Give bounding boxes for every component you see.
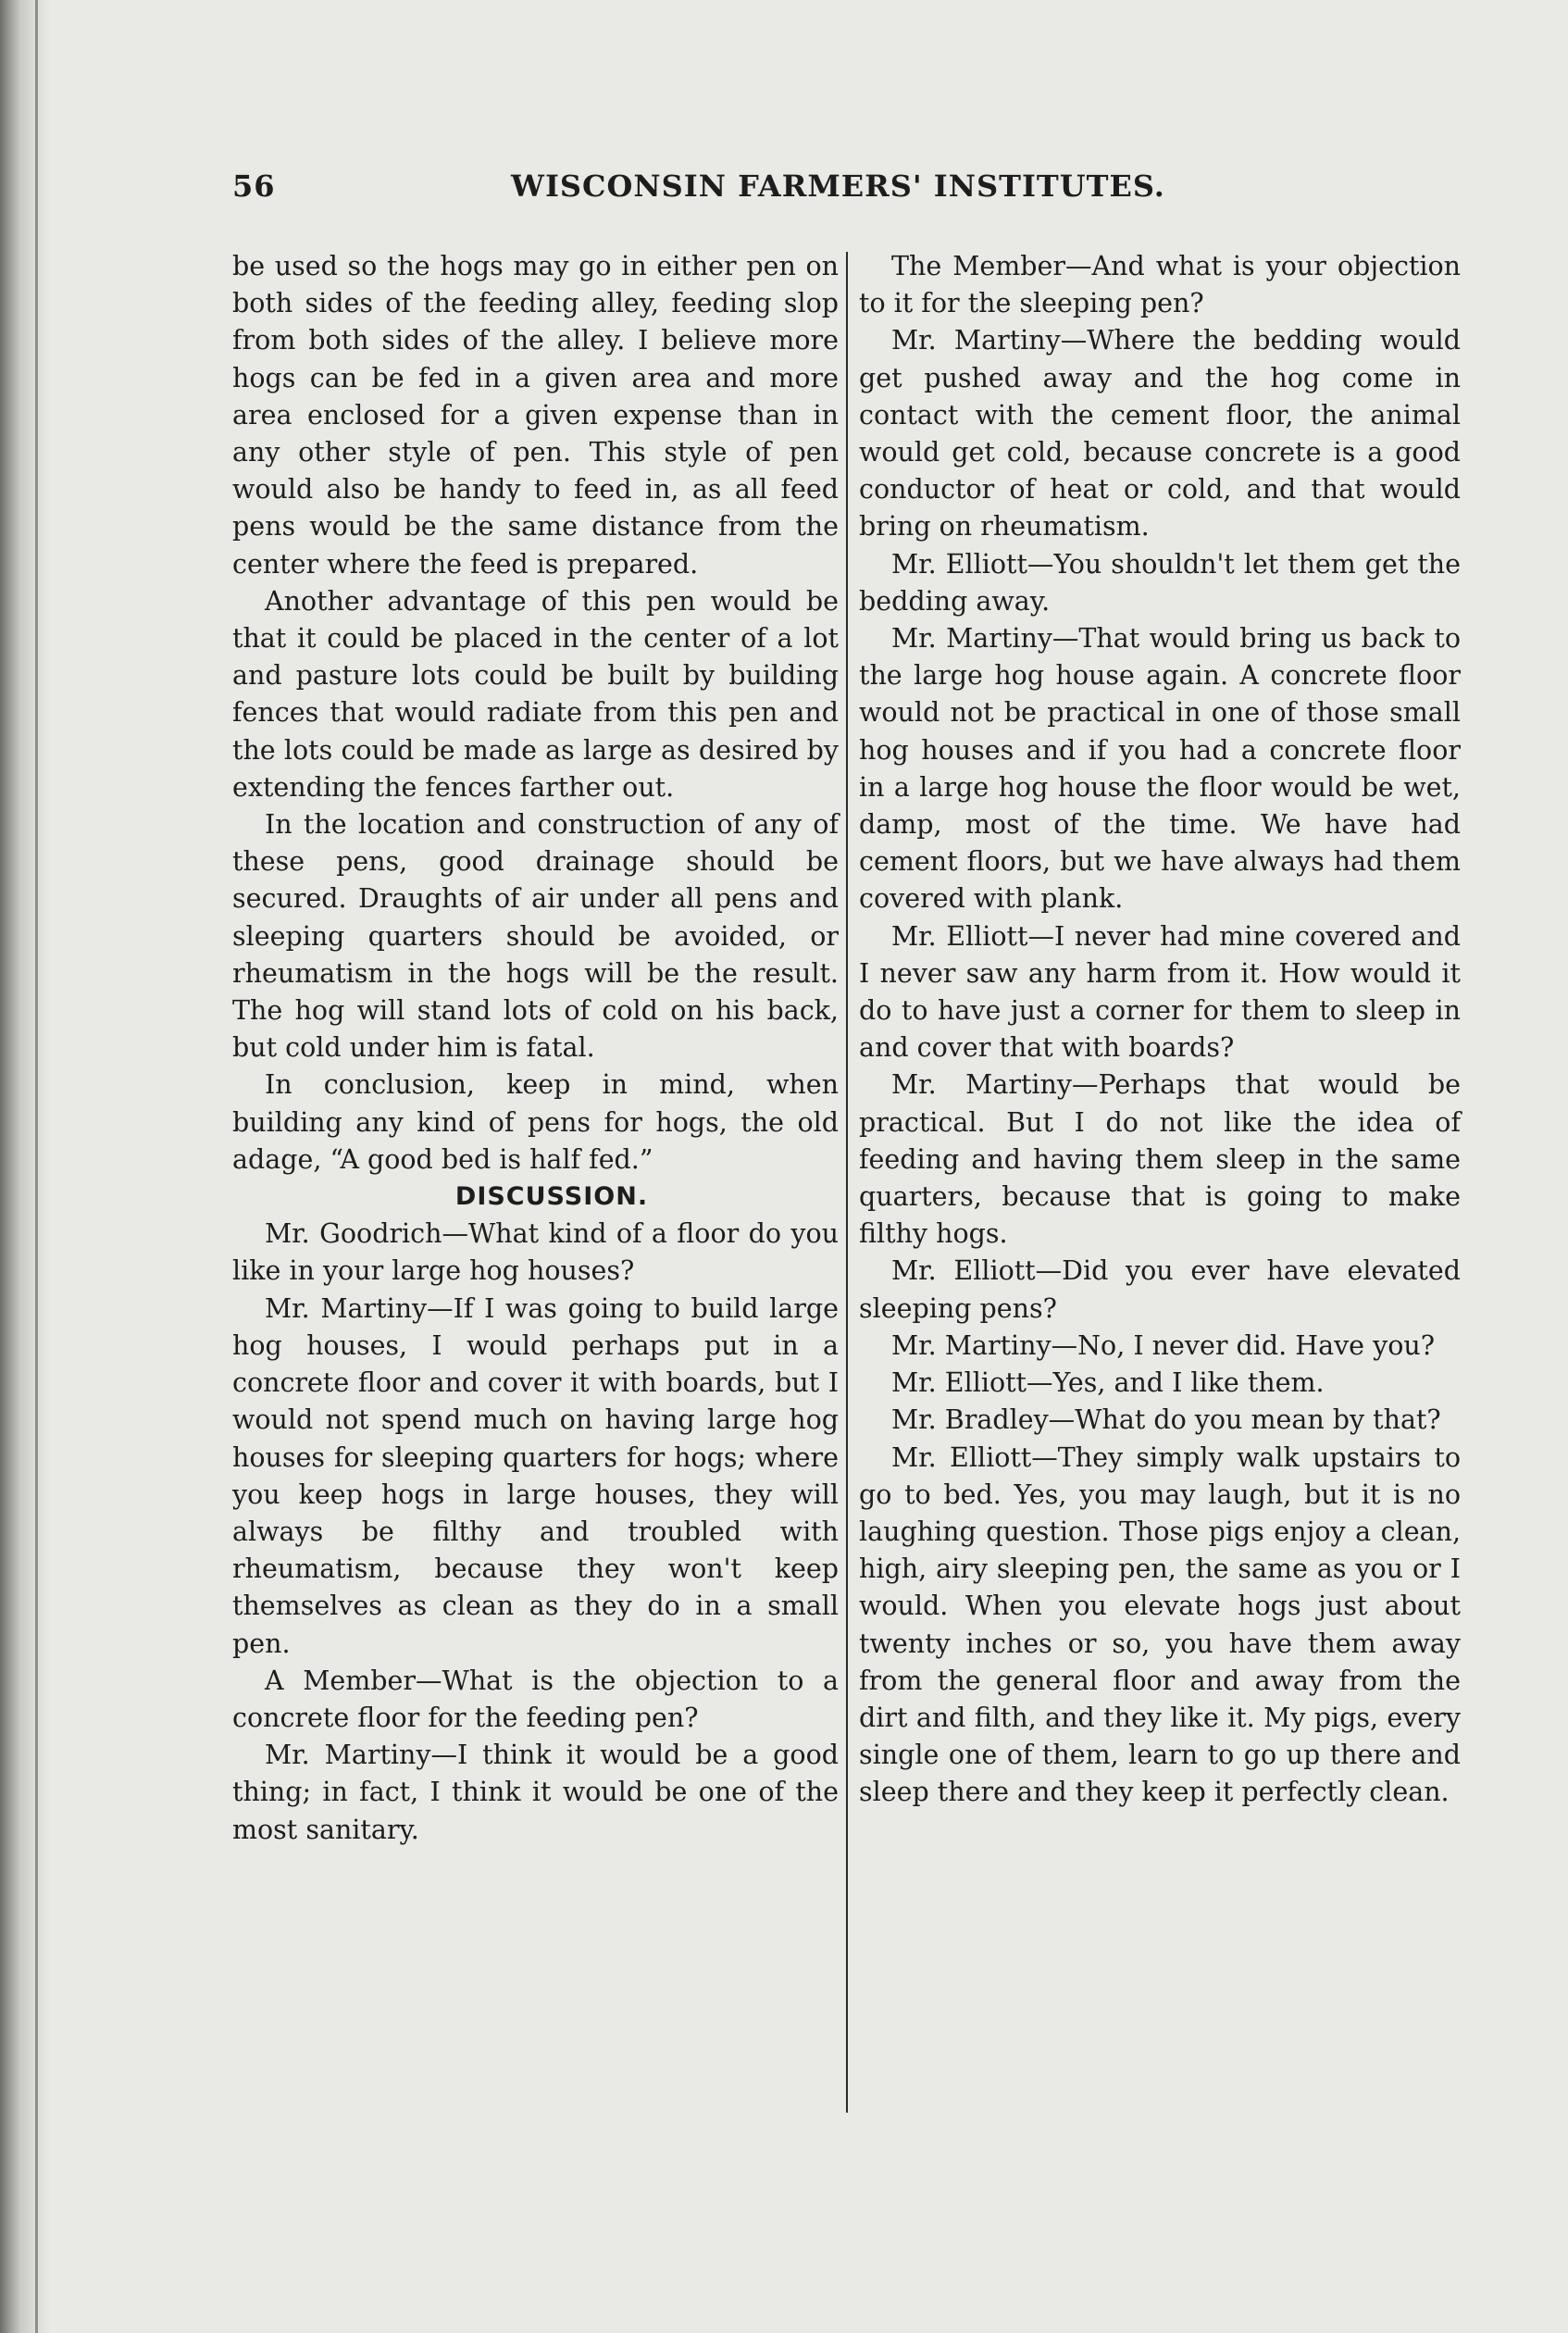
running-title: WISCONSIN FARMERS' INSTITUTES.	[511, 168, 1165, 204]
paragraph: be used so the hogs may go in either pen on both sides of the feeding alley, feeding slop from both sides of the alley. I believe more hogs can be fed in a given area and more area enclosed for a given expense than in any other style of pen. This style of pen would also be handy to feed in, as all feed pens would be the same distance from the center where the feed is prepared.	[232, 251, 839, 580]
paragraph: Mr. Elliott—Yes, and I like them.	[891, 1367, 1325, 1399]
paragraph: Mr. Goodrich—What kind of a floor do you like in your large hog houses?	[232, 1218, 839, 1287]
left-column	[232, 248, 839, 1849]
paragraph: In conclusion, keep in mind, when building any kind of pens for hogs, the old adage, “A good bed is half fed.”	[232, 1069, 839, 1175]
paragraph: Another advantage of this pen would be that it could be placed in the center of a lot and pasture lots could be built by building fences that would radiate from this pen and the lots could be made as large as desired by extending the fences farther out.	[232, 585, 839, 803]
page-number: 56	[232, 168, 276, 204]
paragraph: Mr. Elliott—You shouldn't let them get the bedding away.	[859, 548, 1461, 617]
paragraph: The Member—And what is your objection to it for the sleeping pen?	[859, 251, 1461, 319]
column-divider	[846, 252, 848, 2113]
paragraph: Mr. Bradley—What do you mean by that?	[891, 1404, 1441, 1436]
paragraph: A Member—What is the objection to a concrete floor for the feeding pen?	[232, 1665, 839, 1733]
binding-line	[35, 0, 38, 2333]
paragraph: Mr. Martiny—I think it would be a good thing; in fact, I think it would be one of the most sanitary.	[232, 1740, 839, 1845]
paragraph: Mr. Martiny—If I was going to build large hog houses, I would perhaps put in a concrete floor and cover it with boards, but I would not spend much on having large hog houses for sleeping quarters for hogs; where you keep hogs in large houses, they will always be filthy and troubled with rheumatism, because they won't keep themselves as clean as they do in a small pen.	[232, 1292, 839, 1659]
paragraph: Mr. Elliott—Did you ever have elevated sleeping pens?	[859, 1255, 1461, 1324]
paragraph: Mr. Martiny—Perhaps that would be practical. But I do not like the idea of feeding and having them sleep in the same quarters, because that is going to make filthy hogs.	[859, 1069, 1461, 1250]
paragraph: Mr. Martiny—No, I never did. Have you?	[891, 1329, 1436, 1361]
paragraph: Mr. Martiny—That would bring us back to the large hog house again. A concrete floor would not be practical in one of those small hog houses and if you had a concrete floor in a large hog house the floor would be wet, damp, most of the time. We have had cement floors, but we have always had them covered with plank.	[859, 623, 1461, 915]
paragraph: Mr. Martiny—Where the bedding would get pushed away and the hog come in contact with the cement floor, the animal would get cold, because concrete is a good conductor of heat or cold, and that would bring on rheumatism.	[859, 325, 1461, 543]
paragraph: Mr. Elliott—They simply walk upstairs to go to bed. Yes, you may laugh, but it is no laughing question. Those pigs enjoy a clean, high, airy sleeping pen, the same as you or I would. When you elevate hogs just about twenty inches or so, you have them away from the general floor and away from the dirt and filth, and they like it. My pigs, every single one of them, learn to go up there and sleep there and they keep it perfectly clean.	[859, 1441, 1461, 1808]
discussion-heading: DISCUSSION.	[454, 1182, 649, 1212]
paragraph: In the location and construction of any of these pens, good drainage should be secured. Draughts of air under all pens and sleeping quarters should be avoided, or rheumatism in the hogs will be the result. The hog will stand lots of cold on his back, but cold under him is fatal.	[232, 809, 839, 1064]
page-binding-edge	[0, 0, 51, 2333]
right-column	[859, 248, 1461, 1812]
paragraph: Mr. Elliott—I never had mine covered and I never saw any harm from it. How would it do to have just a corner for them to sleep in and cover that with boards?	[859, 920, 1461, 1064]
